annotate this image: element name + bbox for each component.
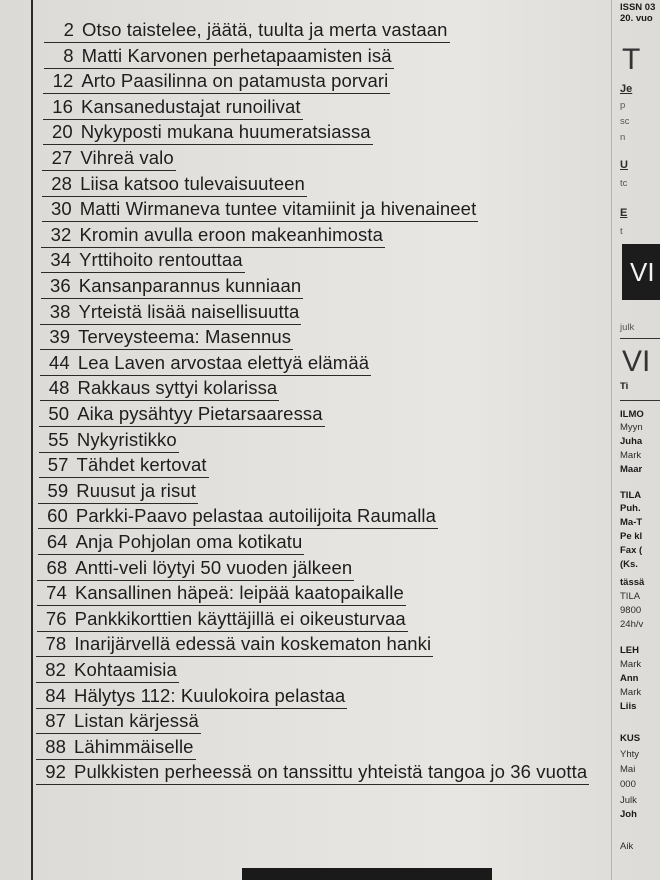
text-000: 000 <box>620 779 636 790</box>
toc-entry <box>37 607 408 632</box>
toc-title: Pankkikorttien käyttäjillä ei oikeusturvaa <box>74 607 406 629</box>
toc-entry <box>39 428 179 453</box>
toc-title: Hälytys 112: Kuulokoira pelastaa <box>74 684 346 706</box>
toc-entry <box>41 248 245 273</box>
toc-title: Kromin avulla eroon makeanhimosta <box>79 223 384 245</box>
text-24h: 24h/v <box>620 619 644 630</box>
heading-vi: VI <box>622 345 651 378</box>
toc-title: Tähdet kertovat <box>76 454 207 476</box>
toc-entry <box>42 146 175 171</box>
text-ilmo: ILMO <box>620 409 644 420</box>
toc-entry <box>40 325 293 350</box>
issn-subtext: 20. vuo <box>620 13 653 24</box>
text-mai: Mai <box>620 764 636 775</box>
toc-page-number: 8 <box>63 44 74 66</box>
toc-page-number: 92 <box>45 761 66 783</box>
toc-title: Lähimmäiselle <box>74 735 194 757</box>
toc-page-number: 16 <box>52 95 74 117</box>
sidebar-rule-2 <box>620 400 660 401</box>
black-header-box <box>622 244 660 300</box>
sidebar-rule-1 <box>620 338 660 339</box>
toc-title: Nykyposti mukana huumeratsiassa <box>80 121 371 143</box>
toc-title: Lea Laven arvostaa elettyä elämää <box>77 351 370 373</box>
toc-title: Aika pysähtyy Pietarsaaressa <box>77 403 323 424</box>
toc-title: Matti Wirmaneva tuntee vitamiinit ja hivenaineet <box>79 198 477 220</box>
toc-entry <box>37 581 406 606</box>
toc-entry <box>36 709 201 734</box>
text-leh: LEH <box>620 645 639 656</box>
toc-entry <box>37 556 354 581</box>
toc-page-number: 32 <box>50 223 72 245</box>
toc-page-number: 57 <box>47 454 69 476</box>
text-kus: KUS <box>620 733 641 744</box>
text-mark-1: Mark <box>620 450 642 461</box>
toc-title: Matti Karvonen perhetapaamisten isä <box>81 44 392 66</box>
toc-entry <box>36 684 347 709</box>
text-puh: Puh. <box>620 503 641 514</box>
toc-entry <box>44 44 394 69</box>
text-mark-3: Mark <box>620 687 642 698</box>
toc-title: Anja Pohjolan oma kotikatu <box>75 531 303 552</box>
toc-entry <box>43 95 303 120</box>
text-maar: Maar <box>620 464 643 475</box>
text-tila-2: TILA <box>620 591 641 602</box>
toc-page-number: 48 <box>48 377 70 399</box>
toc-title: Antti-veli löytyi 50 vuoden jälkeen <box>75 556 353 578</box>
toc-title: Parkki-Paavo pelastaa autoilijoita Raumalla <box>75 505 437 527</box>
toc-page-number: 27 <box>51 147 73 168</box>
toc-page-number: 78 <box>45 633 67 655</box>
issn-text: ISSN 03 <box>620 2 656 13</box>
toc-title: Liisa katsoo tulevaisuuteen <box>80 172 305 194</box>
toc-title: Otso taistelee, jäätä, tuulta ja merta vastaan <box>82 19 448 40</box>
text-yhty: Yhty <box>620 749 640 760</box>
toc-title: Arto Paasilinna on patamusta porvari <box>81 70 389 92</box>
toc-page-number: 2 <box>63 19 74 40</box>
link-je: Je <box>620 83 633 95</box>
text-9800: 9800 <box>620 605 642 616</box>
toc-page-number: 64 <box>46 531 68 552</box>
text-p: p <box>620 100 626 111</box>
text-myyn: Myyn <box>620 422 643 433</box>
link-u: U <box>620 159 628 171</box>
toc-entry <box>38 530 305 555</box>
text-pe-kl: Pe kl <box>620 531 643 542</box>
toc-page-number: 38 <box>49 300 71 322</box>
toc-page-number: 20 <box>51 121 73 143</box>
toc-page-number: 50 <box>48 403 70 424</box>
toc-entry <box>42 197 479 222</box>
text-t: t <box>620 226 623 237</box>
left-margin-rule <box>31 0 33 880</box>
text-ann: Ann <box>620 673 639 684</box>
toc-page-number: 88 <box>45 735 66 757</box>
toc-entry <box>36 760 589 785</box>
text-sc: sc <box>620 116 630 127</box>
toc-page-number: 84 <box>45 684 66 706</box>
toc-entry <box>36 632 433 657</box>
bottom-black-bar <box>242 868 492 880</box>
toc-page-number: 28 <box>51 172 73 194</box>
toc-entry <box>36 658 179 683</box>
toc-title: Rakkaus syttyi kolarissa <box>77 377 278 399</box>
toc-page-number: 59 <box>47 479 69 501</box>
toc-title: Ruusut ja risut <box>76 479 196 501</box>
text-mark-2: Mark <box>620 659 642 670</box>
toc-page-number: 68 <box>46 556 68 578</box>
toc-title: Terveysteema: Masennus <box>78 326 292 348</box>
toc-title: Yrttihoito rentouttaa <box>79 249 243 271</box>
toc-entry <box>43 69 390 94</box>
toc-entry <box>40 300 301 325</box>
toc-entry <box>42 172 307 197</box>
toc-entry <box>39 402 324 427</box>
text-tila: TILA <box>620 490 642 501</box>
toc-page-number: 55 <box>48 428 69 450</box>
toc-page-number: 60 <box>47 505 68 527</box>
toc-page-number: 74 <box>46 582 67 604</box>
toc-title: Vihreä valo <box>80 147 174 168</box>
toc-title: Kansallinen häpeä: leipää kaatopaikalle <box>74 582 404 604</box>
toc-title: Yrteistä lisää naisellisuutta <box>78 300 300 322</box>
text-joh: Joh <box>620 809 637 820</box>
toc-page-number: 76 <box>45 607 67 629</box>
toc-title: Kansanedustajat runoilivat <box>81 95 301 117</box>
toc-page-number: 34 <box>50 249 72 271</box>
text-liis: Liis <box>620 701 637 712</box>
toc-entry <box>43 120 373 145</box>
toc-page-number: 82 <box>45 659 66 680</box>
toc-title: Nykyristikko <box>76 428 177 450</box>
toc-entry <box>38 504 438 529</box>
toc-page-number: 36 <box>50 275 71 296</box>
toc-entry <box>41 223 385 248</box>
text-fax: Fax ( <box>620 545 643 556</box>
toc-entry <box>36 735 196 760</box>
toc-page-number: 12 <box>52 70 74 92</box>
toc-page-number: 44 <box>49 351 70 373</box>
toc-entry <box>40 351 371 376</box>
toc-page-number: 87 <box>45 710 66 732</box>
toc-title: Kohtaamisia <box>74 659 177 680</box>
toc-title: Listan kärjessä <box>74 710 199 732</box>
text-juha: Juha <box>620 436 643 447</box>
heading-letter-t: T <box>622 43 641 76</box>
text-ti: Ti <box>620 381 629 392</box>
text-julk: julk <box>620 322 635 333</box>
text-n: n <box>620 132 626 143</box>
toc-title: Kansanparannus kunniaan <box>78 275 302 296</box>
toc-page-number: 30 <box>50 198 72 220</box>
text-ma-t: Ma-T <box>620 517 643 528</box>
toc-entry <box>41 274 303 299</box>
link-e: E <box>620 207 628 219</box>
toc-entry <box>38 479 198 504</box>
toc-title: Pulkkisten perheessä on tanssittu yhteistä tangoa jo 36 vuotta <box>74 761 588 783</box>
toc-title: Inarijärvellä edessä vain koskematon hanki <box>74 633 432 655</box>
text-ks: (Ks. <box>620 559 638 570</box>
toc-page-number: 39 <box>49 326 71 348</box>
text-aik: Aik <box>620 841 634 852</box>
text-tassa: tässä <box>620 577 645 588</box>
black-header-text: VI <box>630 257 655 287</box>
text-julk-2: Julk <box>620 795 637 806</box>
toc-entry <box>44 18 450 43</box>
toc-entry <box>40 376 280 401</box>
text-tc: tc <box>620 178 628 189</box>
toc-entry <box>39 453 209 478</box>
right-column-imprint <box>612 0 660 880</box>
